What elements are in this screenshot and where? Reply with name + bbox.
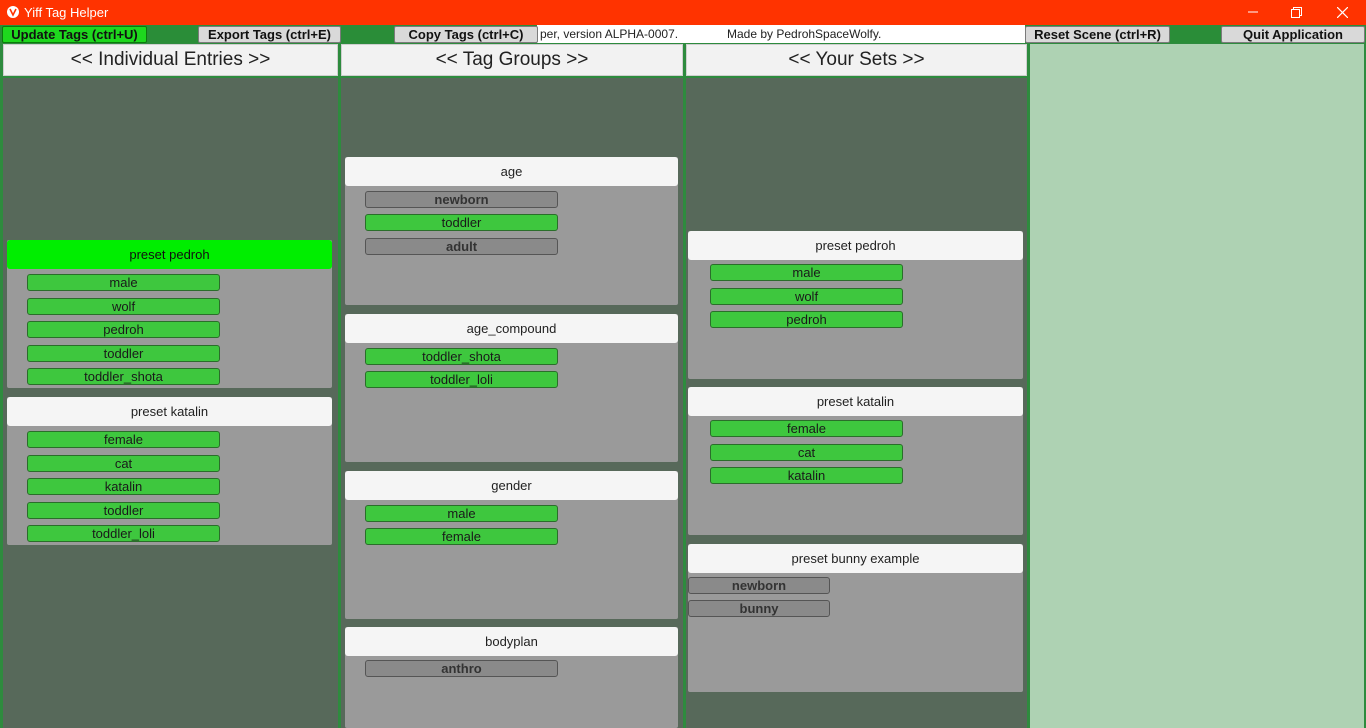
- minimize-button[interactable]: [1230, 1, 1276, 23]
- tag-chip[interactable]: female: [365, 528, 558, 545]
- set-group-title[interactable]: preset pedroh: [688, 231, 1023, 260]
- entry-group: [7, 397, 332, 545]
- tag-chip[interactable]: male: [27, 274, 220, 291]
- export-tags-button[interactable]: Export Tags (ctrl+E): [198, 26, 341, 43]
- tag-chip[interactable]: anthro: [365, 660, 558, 677]
- tag-chip[interactable]: bunny: [688, 600, 830, 617]
- entry-group-title[interactable]: preset katalin: [7, 397, 332, 426]
- tag-group-title[interactable]: age_compound: [345, 314, 678, 343]
- tag-group-title[interactable]: gender: [345, 471, 678, 500]
- individual-entries-panel: [3, 78, 338, 728]
- tag-chip[interactable]: male: [710, 264, 903, 281]
- tag-groups-panel: [341, 78, 683, 728]
- tag-chip[interactable]: male: [365, 505, 558, 522]
- tag-chip[interactable]: adult: [365, 238, 558, 255]
- tag-chip[interactable]: newborn: [688, 577, 830, 594]
- tag-chip[interactable]: pedroh: [27, 321, 220, 338]
- set-group: [688, 231, 1023, 379]
- restore-icon: [1291, 7, 1302, 18]
- tag-chip[interactable]: newborn: [365, 191, 558, 208]
- set-group-title[interactable]: preset katalin: [688, 387, 1023, 416]
- reset-scene-button[interactable]: Reset Scene (ctrl+R): [1025, 26, 1170, 43]
- tag-group-title[interactable]: age: [345, 157, 678, 186]
- tag-chip[interactable]: katalin: [27, 478, 220, 495]
- tag-group: [345, 157, 678, 305]
- tag-groups-header[interactable]: << Tag Groups >>: [341, 44, 683, 76]
- entry-group: [7, 240, 332, 388]
- tag-chip[interactable]: toddler_shota: [27, 368, 220, 385]
- set-group: [688, 544, 1023, 692]
- tag-chip[interactable]: wolf: [710, 288, 903, 305]
- credit-text: Made by PedrohSpaceWolfy.: [727, 27, 882, 41]
- tag-chip[interactable]: wolf: [27, 298, 220, 315]
- close-button[interactable]: [1319, 1, 1365, 23]
- tag-chip[interactable]: toddler_shota: [365, 348, 558, 365]
- tag-chip[interactable]: toddler: [27, 502, 220, 519]
- tag-chip[interactable]: toddler_loli: [27, 525, 220, 542]
- tag-group-title[interactable]: bodyplan: [345, 627, 678, 656]
- preview-panel: [1030, 44, 1364, 728]
- tag-chip[interactable]: female: [710, 420, 903, 437]
- close-icon: [1337, 7, 1348, 18]
- tag-chip[interactable]: cat: [27, 455, 220, 472]
- tag-chip[interactable]: pedroh: [710, 311, 903, 328]
- title-bar: [0, 0, 1366, 25]
- app-icon: [6, 5, 20, 19]
- tag-chip[interactable]: toddler: [365, 214, 558, 231]
- your-sets-header[interactable]: << Your Sets >>: [686, 44, 1027, 76]
- set-group: [688, 387, 1023, 535]
- tag-chip[interactable]: cat: [710, 444, 903, 461]
- tag-group: [345, 627, 678, 728]
- copy-tags-button[interactable]: Copy Tags (ctrl+C): [394, 26, 538, 43]
- tag-chip[interactable]: female: [27, 431, 220, 448]
- set-group-title[interactable]: preset bunny example: [688, 544, 1023, 573]
- minimize-icon: [1248, 7, 1258, 17]
- tag-chip[interactable]: katalin: [710, 467, 903, 484]
- individual-entries-header[interactable]: << Individual Entries >>: [3, 44, 338, 76]
- quit-application-button[interactable]: Quit Application: [1221, 26, 1365, 43]
- window-title: Yiff Tag Helper: [24, 5, 109, 20]
- tag-chip[interactable]: toddler_loli: [365, 371, 558, 388]
- tag-group: [345, 314, 678, 462]
- tag-chip[interactable]: toddler: [27, 345, 220, 362]
- your-sets-panel: [686, 78, 1027, 728]
- entry-group-title[interactable]: preset pedroh: [7, 240, 332, 269]
- update-tags-button[interactable]: Update Tags (ctrl+U): [2, 26, 147, 43]
- tag-group: [345, 471, 678, 619]
- version-text: per, version ALPHA-0007.: [540, 27, 679, 41]
- restore-button[interactable]: [1273, 1, 1319, 23]
